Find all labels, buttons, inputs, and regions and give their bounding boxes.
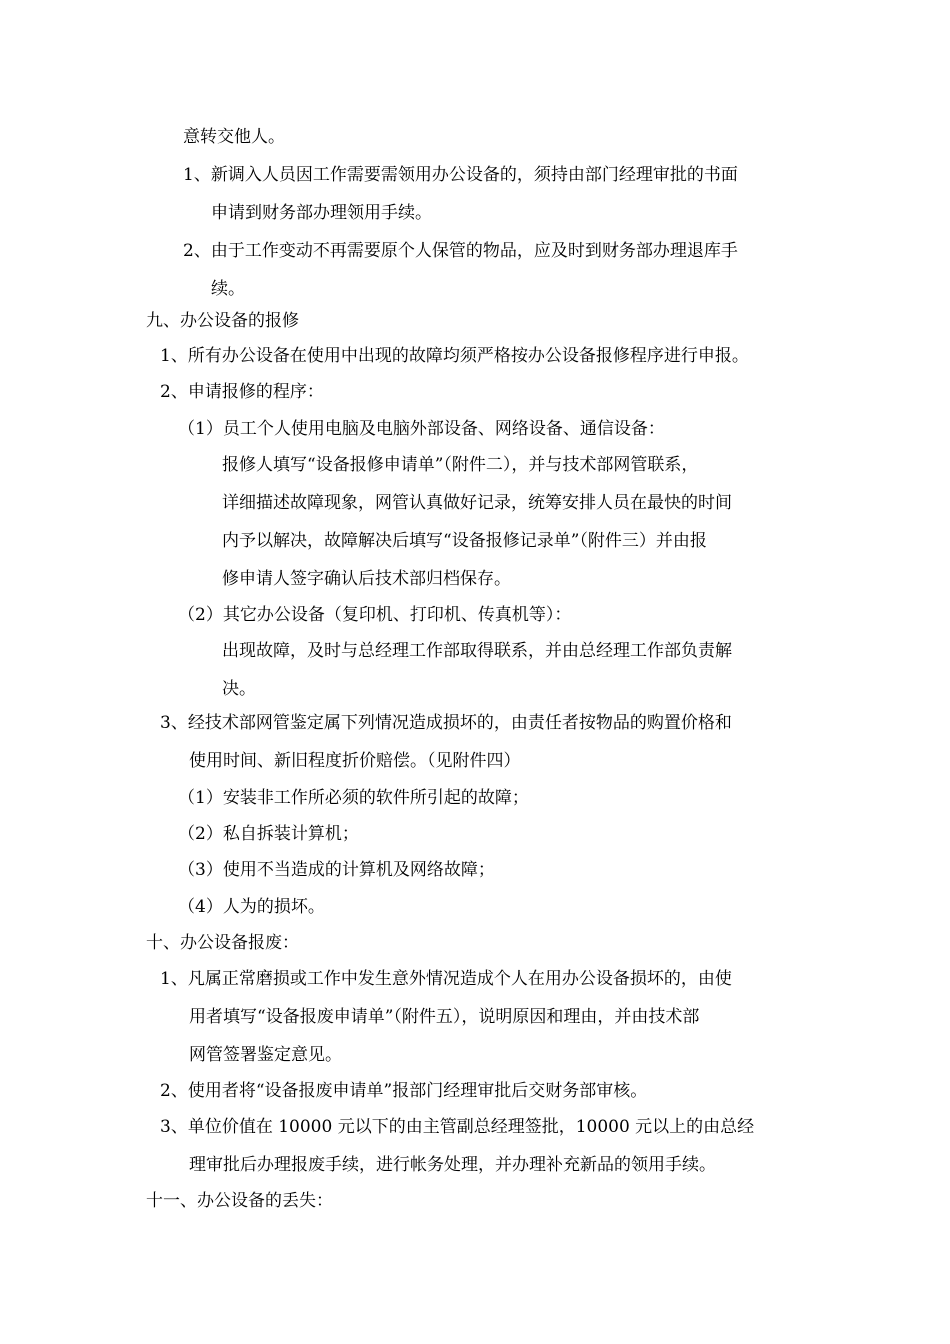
list-item: 2、使用者将“设备报废申请单”报部门经理审批后交财务部审核。 — [160, 1081, 648, 1101]
list-item: 1、新调入人员因工作需要需领用办公设备的，须持由部门经理审批的书面 — [183, 165, 738, 185]
section-heading: 十一、办公设备的丢失： — [146, 1191, 333, 1211]
text-line: 网管签署鉴定意见。 — [189, 1045, 342, 1065]
sub-list-item: （2）私自拆装计算机； — [178, 824, 359, 844]
section-heading: 九、办公设备的报修 — [146, 311, 299, 331]
text-line: 意转交他人。 — [183, 127, 285, 147]
list-item: 3、经技术部网管鉴定属下列情况造成损坏的，由责任者按物品的购置价格和 — [160, 713, 732, 733]
text-line: 申请到财务部办理领用手续。 — [211, 203, 432, 223]
list-item: 2、由于工作变动不再需要原个人保管的物品，应及时到财务部办理退库手 — [183, 241, 738, 261]
sub-list-item: （2）其它办公设备（复印机、打印机、传真机等）： — [178, 605, 572, 625]
text-line: 详细描述故障现象，网管认真做好记录，统筹安排人员在最快的时间 — [222, 493, 732, 513]
list-item: 2、申请报修的程序： — [160, 382, 324, 402]
text-line: 使用时间、新旧程度折价赔偿。（见附件四） — [189, 751, 521, 771]
text-line: 决。 — [222, 679, 256, 699]
text-line: 修申请人签字确认后技术部归档保存。 — [222, 569, 511, 589]
list-item: 3、单位价值在 10000 元以下的由主管副总经理签批，10000 元以上的由总经 — [160, 1117, 755, 1137]
text-line: 报修人填写“设备报修申请单”（附件二），并与技术部网管联系， — [222, 455, 699, 475]
list-item: 1、所有办公设备在使用中出现的故障均须严格按办公设备报修程序进行申报。 — [160, 346, 749, 366]
text-line: 理审批后办理报废手续，进行帐务处理，并办理补充新品的领用手续。 — [189, 1155, 716, 1175]
sub-list-item: （3）使用不当造成的计算机及网络故障； — [178, 860, 495, 880]
sub-list-item: （1）员工个人使用电脑及电脑外部设备、网络设备、通信设备： — [178, 419, 665, 439]
text-line: 用者填写“设备报废申请单”（附件五），说明原因和理由，并由技术部 — [189, 1007, 700, 1027]
section-heading: 十、办公设备报废： — [146, 933, 299, 953]
sub-list-item: （4）人为的损坏。 — [178, 897, 325, 917]
text-line: 续。 — [211, 279, 245, 299]
text-line: 出现故障，及时与总经理工作部取得联系，并由总经理工作部负责解 — [222, 641, 732, 661]
sub-list-item: （1）安装非工作所必须的软件所引起的故障； — [178, 788, 529, 808]
list-item: 1、凡属正常磨损或工作中发生意外情况造成个人在用办公设备损坏的，由使 — [160, 969, 732, 989]
text-line: 内予以解决，故障解决后填写“设备报修记录单”（附件三）并由报 — [222, 531, 707, 551]
